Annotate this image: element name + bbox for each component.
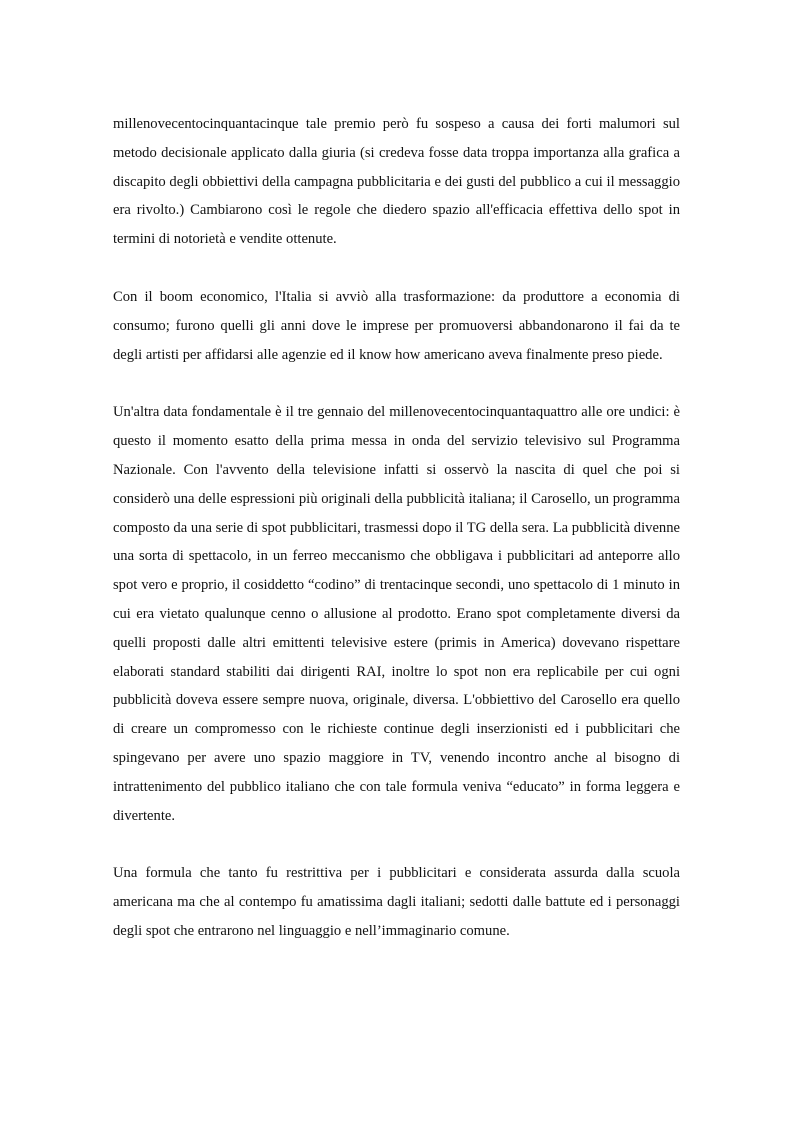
paragraph-3: Un'altra data fondamentale è il tre gennaio del millenovecentocinquantaquattro alle ore undici: è questo il momento esatto della prima messa in onda del servizio televisivo sul Programma Nazionale. Con l'avvento della televisione infatti si osservò la nascita di quel che poi si considerò una delle espressioni più originali della pubblicità italiana; il Carosello, un programma composto da una serie di spot pubblicitari, trasmessi dopo il TG della sera. La pubblicità divenne una sorta di spettacolo, in un ferreo meccanismo che obbligava i pubblicitari ad anteporre allo spot vero e proprio, il cosiddetto “codino” di trentacinque secondi, uno spettacolo di 1 minuto in cui era vietato qualunque cenno o allusione al prodotto. Erano spot completamente diversi da quelli proposti dalle altri emittenti televisive estere (primis in America) dovevano rispettare elaborati standard stabiliti dai dirigenti RAI, inoltre lo spot non era replicabile per cui ogni pubblicità doveva essere sempre nuova, originale, diversa. L'obbiettivo del Carosello era quello di creare un compromesso con le richieste continue degli inserzionisti ed i pubblicitari che spingevano per avere uno spazio maggiore in TV, venendo incontro anche al bisogno di intrattenimento del pubblico italiano che con tale formula veniva “educato” in forma leggera e divertente.: [113, 404, 680, 824]
paragraph-1: millenovecentocinquantacinque tale premio però fu sospeso a causa dei forti malumori sul metodo decisionale applicato dalla giuria (si credeva fosse data troppa importanza alla grafica a discapito degli obbiettivi della campagna pubblicitaria e dei gusti del pubblico a cui il messaggio era rivolto.) Cambiarono così le regole che diedero spazio all'efficacia effettiva dello spot in termini di notorietà e vendite ottenute.: [113, 116, 680, 248]
document-body: [113, 110, 680, 946]
paragraph-4: Una formula che tanto fu restrittiva per i pubblicitari e considerata assurda dalla scuola americana ma che al contempo fu amatissima dagli italiani; sedotti dalle battute ed i personaggi degli spot che entrarono nel linguaggio e nell’immaginario comune.: [113, 865, 680, 939]
paragraph-2: Con il boom economico, l'Italia si avviò alla trasformazione: da produttore a economia di consumo; furono quelli gli anni dove le imprese per promuoversi abbandonarono il fai da te degli artisti per affidarsi alle agenzie ed il know how americano aveva finalmente preso piede.: [113, 288, 680, 363]
